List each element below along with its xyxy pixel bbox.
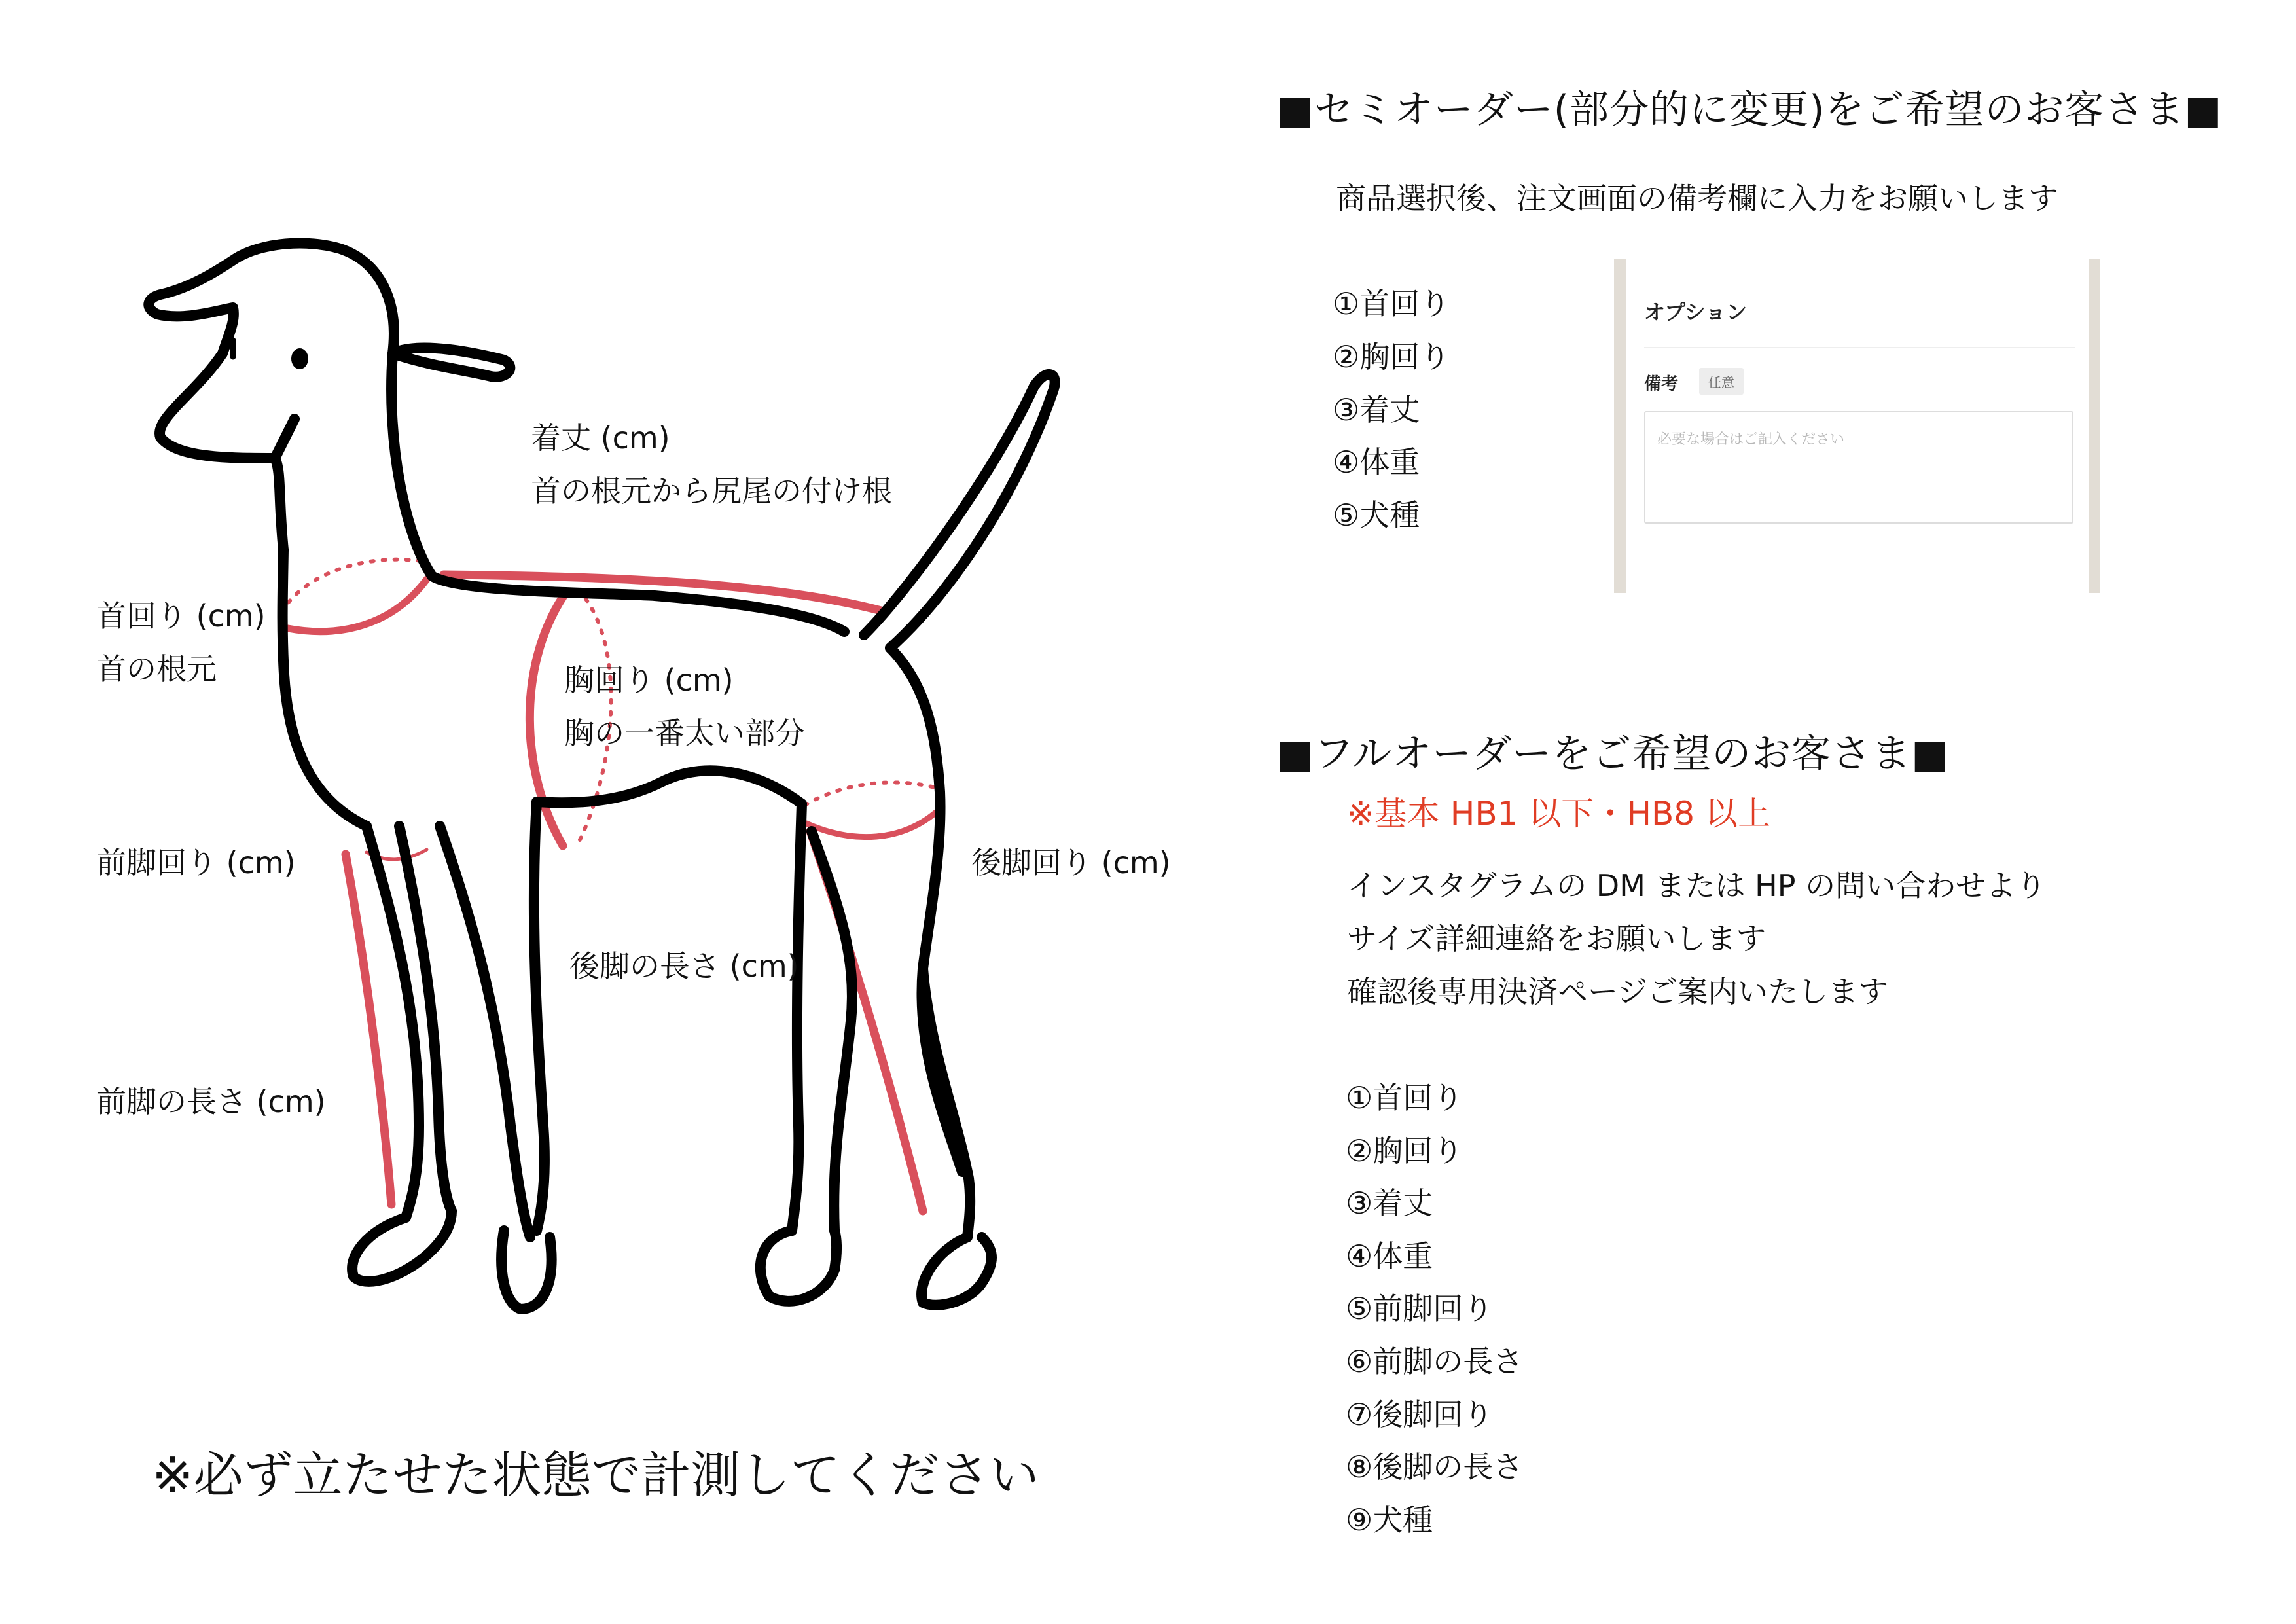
hind-paw-left: [761, 1231, 836, 1301]
full-order-item: ③着丈: [1346, 1185, 1433, 1221]
semi-order-item: ①首回り: [1333, 286, 1450, 321]
hind-leg-girth-dotted: [805, 782, 941, 805]
full-order-item: ①首回り: [1346, 1080, 1463, 1115]
hind-leg-length-label: 後脚の長さ (cm): [569, 948, 799, 984]
dog-eye: [291, 348, 308, 369]
front-leg-right-inner: [534, 802, 545, 1231]
front-leg-girth-label: 前脚回り (cm): [96, 845, 296, 880]
optional-badge: 任意: [1699, 368, 1744, 395]
order-form-screenshot: [1614, 259, 2100, 593]
full-order-item: ⑨犬種: [1346, 1502, 1433, 1538]
front-paw-right: [501, 1231, 551, 1309]
full-order-line: インスタグラムの DM または HP の問い合わせより: [1347, 868, 2047, 903]
chest-girth-description: 胸の一番太い部分: [564, 715, 805, 751]
semi-order-item: ②胸回り: [1333, 339, 1450, 374]
remarks-textarea[interactable]: [1644, 411, 2073, 524]
form-remarks-label: 備考: [1644, 374, 1679, 394]
form-divider: [1644, 347, 2075, 348]
full-order-item: ⑧後脚の長さ: [1346, 1449, 1524, 1485]
neck-girth-front-line: [288, 579, 427, 632]
hind-leg-left-inner: [812, 831, 852, 1231]
front-leg-right-outer: [440, 826, 530, 1237]
dog-outline: [149, 244, 1054, 1309]
neck-girth-description: 首の根元: [96, 651, 217, 687]
front-leg-length-label: 前脚の長さ (cm): [96, 1084, 326, 1119]
dog-head: [149, 244, 510, 550]
neck-girth-label: 首回り (cm): [96, 598, 266, 634]
standing-measurement-note: ※必ず立たせた状態で計測してください: [152, 1446, 1039, 1504]
hind-paw-right: [922, 1237, 992, 1305]
full-order-item: ④体重: [1346, 1238, 1433, 1274]
dog-snout-jaw: [275, 419, 295, 458]
length-label: 着丈 (cm): [531, 420, 670, 456]
remarks-placeholder: 必要な場合はご記入ください: [1657, 431, 1845, 448]
semi-order-item: ④体重: [1333, 444, 1420, 480]
dog-belly: [537, 770, 802, 804]
hind-leg-right-outer: [923, 969, 970, 1237]
full-order-line: 確認後専用決済ページご案内いたします: [1347, 974, 1889, 1009]
semi-order-instruction: 商品選択後、注文画面の備考欄に入力をお願いします: [1336, 181, 2058, 216]
chest-girth-label: 胸回り (cm): [564, 662, 734, 698]
form-options-title: オプション: [1644, 300, 1748, 325]
full-order-item: ⑤前脚回り: [1346, 1291, 1494, 1326]
semi-order-item: ⑤犬種: [1333, 497, 1420, 533]
form-right-rail: [2089, 259, 2100, 593]
front-paw-left: [352, 1211, 452, 1282]
dog-front-neck: [283, 550, 367, 826]
semi-order-heading: ■セミオーダー(部分的に変更)をご希望のお客さま■: [1276, 87, 2223, 133]
full-order-item: ②胸回り: [1346, 1133, 1463, 1168]
hind-leg-girth-line: [806, 806, 942, 837]
form-left-rail: [1614, 259, 1626, 593]
hind-leg-left-outer: [792, 804, 802, 1231]
full-order-line: サイズ詳細連絡をお願いします: [1347, 921, 1767, 956]
full-order-heading: ■フルオーダーをご希望のお客さま■: [1276, 731, 1949, 777]
semi-order-item: ③着丈: [1333, 392, 1420, 427]
full-order-item: ⑦後脚回り: [1346, 1397, 1494, 1432]
dog-tail: [864, 374, 1055, 648]
full-order-item: ⑥前脚の長さ: [1346, 1344, 1524, 1379]
hind-leg-girth-label: 後脚回り (cm): [971, 845, 1171, 880]
length-description: 首の根元から尻尾の付け根: [531, 473, 892, 509]
full-order-condition: ※基本 HB1 以下・HB8 以上: [1347, 795, 1770, 833]
